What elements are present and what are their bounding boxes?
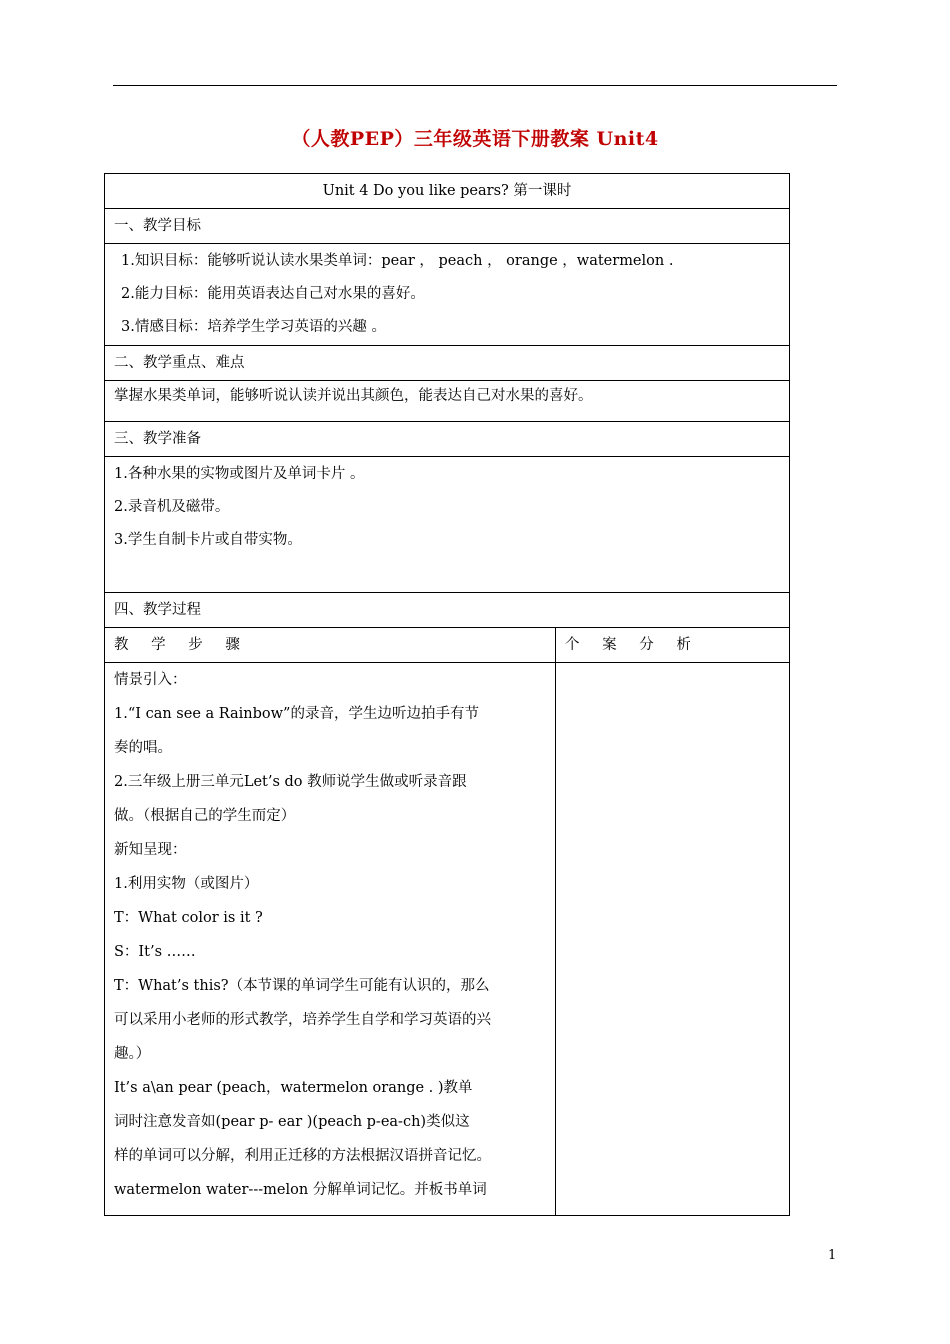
- process-analysis-body: [556, 663, 790, 1216]
- preparation-body-row: [105, 457, 790, 593]
- objectives-body-row: [105, 244, 790, 346]
- process-line: 新知呈现：: [114, 842, 187, 858]
- keypoints-heading-row: [105, 346, 790, 381]
- page-number: 1: [828, 1248, 837, 1263]
- process-heading-row: [105, 593, 790, 628]
- preparation-heading-row: [105, 422, 790, 457]
- lesson-header: Unit 4 Do you like pears? 第一课时: [105, 174, 790, 209]
- process-line: 2.三年级上册三单元Let’s do 教师说学生做或听录音跟: [114, 774, 467, 790]
- process-line: T：What color is it ?: [114, 910, 263, 926]
- process-line: It’s a\an pear (peach，watermelon orange . )教单: [114, 1080, 473, 1096]
- process-columns-row: [105, 628, 790, 663]
- process-line: S：It’s ……: [114, 944, 196, 960]
- process-line: watermelon water---melon 分解单词记忆。并板书单词: [114, 1182, 487, 1198]
- process-line: 1.“I can see a Rainbow”的录音，学生边听边拍手有节: [114, 706, 479, 722]
- process-line: 奏的唱。: [114, 740, 172, 756]
- objectives-heading: 一、教学目标: [105, 209, 790, 244]
- process-body-row: [105, 663, 790, 1216]
- keypoints-body-row: [105, 381, 790, 422]
- analysis-column-header: 个 案 分 析: [556, 628, 790, 663]
- process-steps-body: [105, 663, 556, 1216]
- objective-item: 2.能力目标：能用英语表达自己对水果的喜好。: [121, 286, 425, 302]
- process-line: 1.利用实物（或图片）: [114, 876, 259, 892]
- preparation-item: 3.学生自制卡片或自带实物。: [114, 532, 302, 548]
- process-line: 情景引入：: [114, 672, 187, 688]
- process-line: 趣。）: [114, 1046, 151, 1062]
- document-title: （人教PEP）三年级英语下册教案 Unit4: [291, 128, 659, 150]
- keypoints-heading: 二、教学重点、难点: [105, 346, 790, 381]
- process-line: 可以采用小老师的形式教学，培养学生自学和学习英语的兴: [114, 1012, 491, 1028]
- preparation-item: 2.录音机及磁带。: [114, 499, 230, 515]
- process-line: 样的单词可以分解，利用正迁移的方法根据汉语拼音记忆。: [114, 1148, 491, 1164]
- preparation-heading: 三、教学准备: [105, 422, 790, 457]
- process-heading: 四、教学过程: [105, 593, 790, 628]
- preparation-body: [105, 457, 790, 593]
- header-rule: [113, 85, 837, 86]
- lesson-header-row: [105, 174, 790, 209]
- objective-item: 1.知识目标：能够听说认读水果类单词：pear ， peach ， orange ，watermelon .: [121, 253, 674, 269]
- lesson-plan-table: [104, 173, 790, 1216]
- process-line: 做。（根据自己的学生而定）: [114, 808, 296, 824]
- keypoints-text: 掌握水果类单词，能够听说认读并说出其颜色，能表达自己对水果的喜好。: [105, 381, 790, 422]
- preparation-item: 1.各种水果的实物或图片及单词卡片 。: [114, 466, 365, 482]
- objectives-body: [105, 244, 790, 346]
- process-line: T：What’s this?（本节课的单词学生可能有认识的，那么: [114, 978, 490, 994]
- objectives-heading-row: [105, 209, 790, 244]
- process-line: 词时注意发音如(pear p- ear )(peach p-ea-ch)类似这: [114, 1114, 470, 1130]
- steps-column-header: 教 学 步 骤: [105, 628, 556, 663]
- objective-item: 3.情感目标：培养学生学习英语的兴趣 。: [121, 319, 386, 335]
